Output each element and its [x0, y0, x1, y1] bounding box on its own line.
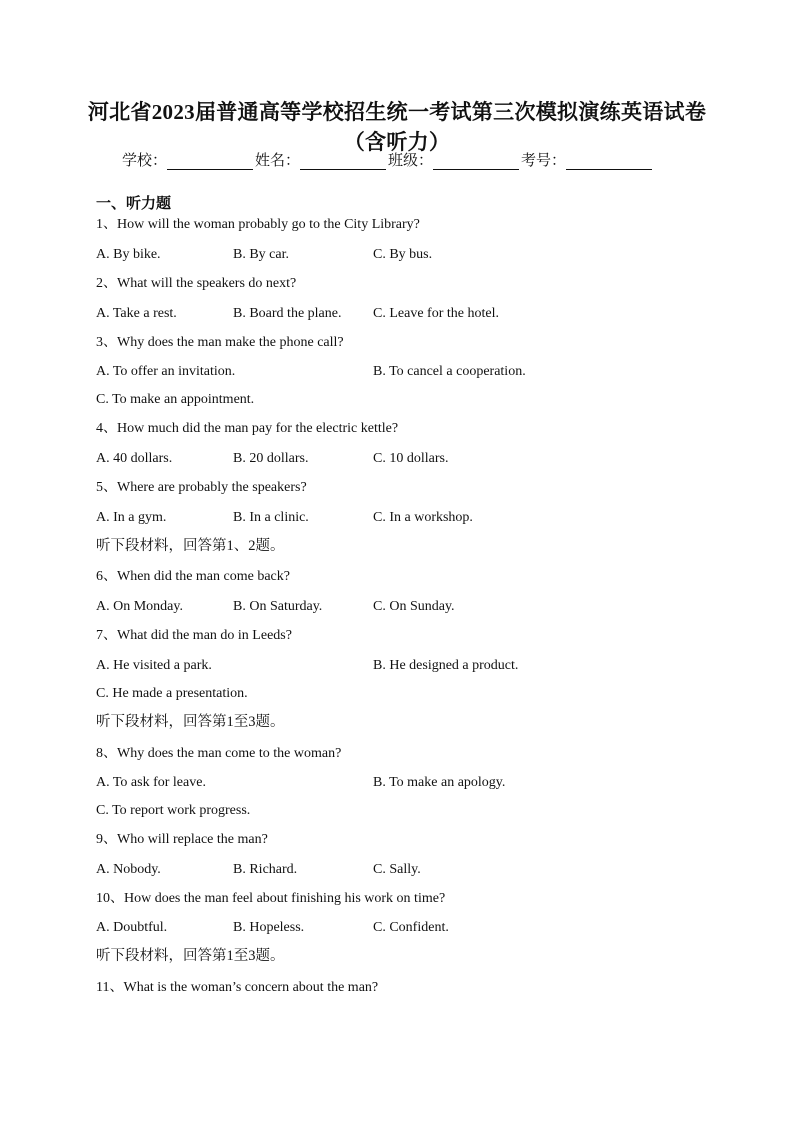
name-label: 姓名： — [255, 153, 301, 169]
option-a: A. On Monday. — [96, 599, 183, 614]
option-a: C. To report work progress. — [96, 803, 251, 818]
option-b: B. By car. — [233, 247, 289, 262]
option-a: C. To make an appointment. — [96, 392, 255, 407]
option-b: B. 20 dollars. — [233, 451, 309, 466]
class-blank[interactable] — [433, 153, 519, 170]
option-b: B. Board the plane. — [233, 306, 342, 321]
question-text: 11、What is the woman’s concern about the man? — [96, 980, 379, 995]
question-text: 7、What did the man do in Leeds? — [96, 628, 292, 643]
name-blank[interactable] — [300, 153, 386, 170]
option-c: C. By bus. — [373, 247, 433, 262]
option-b: B. On Saturday. — [233, 599, 323, 614]
question-text: 3、Why does the man make the phone call? — [96, 335, 344, 350]
question-text: 10、How does the man feel about finishing his work on time? — [96, 891, 446, 906]
option-a: A. He visited a park. — [96, 658, 212, 673]
school-blank[interactable] — [167, 153, 253, 170]
option-a: A. To offer an invitation. — [96, 364, 236, 379]
question-text: 1、How will the woman probably go to the City Library? — [96, 217, 420, 232]
exam-number-label: 考号： — [521, 153, 567, 169]
question-text: 8、Why does the man come to the woman? — [96, 746, 342, 761]
question-text: 9、Who will replace the man? — [96, 832, 268, 847]
question-text: 5、Where are probably the speakers? — [96, 480, 307, 495]
school-label: 学校： — [122, 153, 168, 169]
student-info-row — [122, 149, 654, 170]
option-a: A. 40 dollars. — [96, 451, 173, 466]
option-c: C. Confident. — [373, 920, 449, 935]
question-text: 4、How much did the man pay for the electric kettle? — [96, 421, 399, 436]
exam-title: 河北省2023届普通高等学校招生统一考试第三次模拟演练英语试卷 — [87, 100, 707, 124]
section-heading: 一、听力题 — [96, 196, 172, 212]
option-a: A. Nobody. — [96, 862, 161, 877]
class-label: 班级： — [388, 153, 434, 169]
option-a: A. Take a rest. — [96, 306, 177, 321]
option-c: C. Sally. — [373, 862, 421, 877]
option-c: C. In a workshop. — [373, 510, 473, 525]
option-a: A. Doubtful. — [96, 920, 168, 935]
option-c: C. 10 dollars. — [373, 451, 449, 466]
option-c: C. Leave for the hotel. — [373, 306, 499, 321]
option-a: A. In a gym. — [96, 510, 167, 525]
question-text: 2、What will the speakers do next? — [96, 276, 297, 291]
option-a: C. He made a presentation. — [96, 686, 248, 701]
option-a: A. To ask for leave. — [96, 775, 206, 790]
option-b: B. Richard. — [233, 862, 298, 877]
option-b: B. He designed a product. — [373, 658, 519, 673]
option-b: B. In a clinic. — [233, 510, 309, 525]
option-b: B. Hopeless. — [233, 920, 305, 935]
exam-number-blank[interactable] — [566, 153, 652, 170]
instruction-note: 听下段材料，回答第1至3题。 — [96, 948, 285, 964]
exam-subtitle: （含听力） — [343, 130, 451, 154]
instruction-note: 听下段材料，回答第1至3题。 — [96, 714, 285, 730]
option-b: B. To cancel a cooperation. — [373, 364, 526, 379]
option-c: C. On Sunday. — [373, 599, 455, 614]
option-a: A. By bike. — [96, 247, 161, 262]
question-text: 6、When did the man come back? — [96, 569, 290, 584]
option-b: B. To make an apology. — [373, 775, 506, 790]
instruction-note: 听下段材料，回答第1、2题。 — [96, 538, 285, 554]
